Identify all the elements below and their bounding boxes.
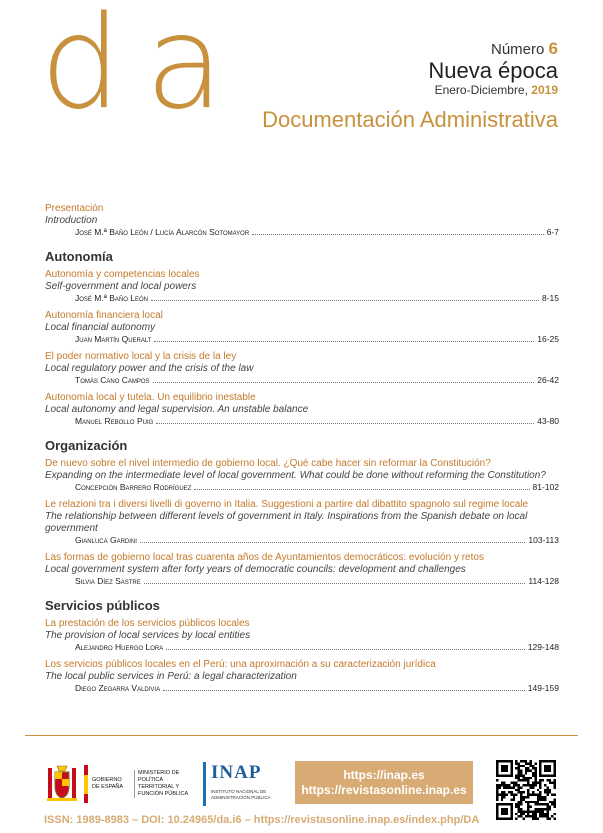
entry-author: Manuel Rebollo Puig	[75, 416, 154, 426]
period-line	[428, 83, 558, 98]
entry-pages: 103-113	[528, 535, 559, 545]
leader-dots	[156, 423, 534, 424]
toc-entry[interactable]	[45, 458, 559, 493]
section-title: Autonomía	[45, 249, 113, 264]
ministerio-text: MINISTERIO DE POLÍTICA TERRITORIAL Y FUNCIÓN PÚBLICA	[134, 770, 194, 798]
leader-dots	[163, 690, 525, 691]
entry-author: Juan Martín Queralt	[75, 334, 152, 344]
entry-subtitle: Introduction	[45, 215, 98, 226]
entry-subtitle: The relationship between different levels of government in Italy. Inspirations from the Spanish debate on local government	[45, 511, 528, 534]
toc-entry[interactable]	[45, 552, 559, 587]
journal-name: Documentación Administrativa	[262, 107, 558, 132]
entry-pages: 149-159	[527, 683, 559, 693]
toc-entry[interactable]	[45, 499, 559, 546]
toc-entry[interactable]	[45, 392, 559, 427]
toc-entry-intro[interactable]	[45, 203, 559, 238]
entry-author-line	[45, 642, 559, 653]
revistas-url-link[interactable]: https://revistasonline.inap.es	[301, 783, 467, 797]
entry-author: José M.ª Baño León	[75, 293, 148, 303]
issue-info	[428, 40, 558, 98]
leader-dots	[144, 583, 526, 584]
entry-title[interactable]: Le relazioni tra i diversi livelli di governo in Italia. Suggestioni a partire dal dibattito spagnolo sul regime locale	[45, 499, 529, 510]
issue-label: Número	[491, 41, 545, 58]
entry-author: José M.ª Baño León / Lucía Alarcón Sotomayor	[75, 227, 250, 237]
toc-entry[interactable]	[45, 618, 559, 653]
entry-author: Diego Zegarra Valdivia	[75, 683, 161, 693]
logo-letter-a: a	[145, 0, 222, 138]
inap-description: INSTITUTO NACIONAL DE ADMINISTRACIÓN PÚBLICA	[211, 789, 271, 800]
entry-pages: 26-42	[537, 375, 559, 385]
issn-doi-line[interactable]: ISSN: 1989-8983 – DOI: 10.24965/da.i6 – https://revistasonline.inap.es/index.php/DA	[44, 814, 480, 826]
table-of-contents	[45, 203, 559, 700]
entry-subtitle: Local regulatory power and the crisis of the law	[45, 363, 254, 374]
inap-band	[203, 762, 206, 806]
entry-author-line	[45, 683, 559, 694]
coat-of-arms-icon	[44, 764, 80, 804]
leader-dots	[151, 300, 539, 301]
entry-author-line	[45, 227, 559, 238]
toc-entry[interactable]	[45, 269, 559, 304]
leader-dots	[194, 489, 529, 490]
entry-title[interactable]: De nuevo sobre el nivel intermedio de gobierno local. ¿Qué cabe hacer sin reformar la Constitución?	[45, 458, 491, 469]
qr-code-icon[interactable]	[496, 760, 556, 820]
inap-logo	[203, 762, 275, 806]
issue-number: 6	[548, 39, 558, 58]
entry-title[interactable]: Los servicios públicos locales en el Perú: una aproximación a su caracterización jurídica	[45, 659, 436, 670]
entry-author: Gianluca Gardini	[75, 535, 137, 545]
leader-dots	[166, 649, 525, 650]
entry-author-line	[45, 334, 559, 345]
entry-subtitle: The provision of local services by local entities	[45, 630, 251, 641]
logo-letter-d: d	[40, 0, 120, 138]
entry-subtitle: Local financial autonomy	[45, 322, 156, 333]
inap-url-link[interactable]: https://inap.es	[343, 768, 425, 782]
section-title: Organización	[45, 438, 128, 453]
entry-author-line	[45, 482, 559, 493]
entry-subtitle: Self-government and local powers	[45, 281, 197, 292]
gobierno-text: GOBIERNO DE ESPAÑA	[92, 777, 124, 790]
entry-pages: 114-128	[528, 576, 559, 586]
entry-author: Silvia Díez Sastre	[75, 576, 141, 586]
entry-pages: 43-80	[537, 416, 559, 426]
ministry-logo	[44, 762, 202, 806]
entry-author-line	[45, 293, 559, 304]
toc-entry[interactable]	[45, 351, 559, 386]
entry-title[interactable]: Autonomía local y tutela. Un equilibrio inestable	[45, 392, 256, 403]
entry-pages: 81-102	[532, 482, 559, 492]
entry-title[interactable]: Presentación	[45, 203, 104, 214]
leader-dots	[154, 341, 534, 342]
section-title: Servicios públicos	[45, 598, 160, 613]
entry-pages: 129-148	[527, 642, 559, 652]
leader-dots	[153, 382, 535, 383]
entry-author-line	[45, 416, 559, 427]
entry-author-line	[45, 375, 559, 386]
entry-title[interactable]: Las formas de gobierno local tras cuarenta años de Ayuntamientos democráticos: evolución y retos	[45, 552, 484, 563]
entry-author-line	[45, 576, 559, 587]
entry-subtitle: Expanding on the intermediate level of local government. What could be done without reforming the Constitution?	[45, 470, 546, 481]
entry-pages: 8-15	[541, 293, 559, 303]
inap-wordmark: INAP	[211, 762, 262, 783]
entry-title[interactable]: El poder normativo local y la crisis de la ley	[45, 351, 237, 362]
entry-pages: 6-7	[546, 227, 559, 237]
entry-title[interactable]: Autonomía financiera local	[45, 310, 163, 321]
year: 2019	[531, 83, 558, 97]
entry-author: Concepción Barrero Rodríguez	[75, 482, 192, 492]
toc-entry[interactable]	[45, 310, 559, 345]
leader-dots	[140, 542, 525, 543]
entry-subtitle: Local autonomy and legal supervision. An unstable balance	[45, 404, 309, 415]
entry-subtitle: The local public services in Perú: a legal characterization	[45, 671, 297, 682]
footer-divider	[25, 735, 578, 736]
url-box	[295, 761, 473, 804]
entry-pages: 16-25	[537, 334, 559, 344]
series-label: Nueva época	[428, 58, 558, 83]
journal-logo	[40, 0, 222, 138]
leader-dots	[252, 234, 544, 235]
entry-author: Tomás Cano Campos	[75, 375, 150, 385]
toc-entry[interactable]	[45, 659, 559, 694]
entry-author: Alejandro Huergo Lora	[75, 642, 164, 652]
entry-title[interactable]: Autonomía y competencias locales	[45, 269, 200, 280]
issue-line	[428, 40, 558, 59]
entry-subtitle: Local government system after forty years of democratic councils: development and challenges	[45, 564, 466, 575]
period: Enero-Diciembre,	[434, 83, 528, 97]
spain-flag-icon	[84, 765, 88, 803]
entry-title[interactable]: La prestación de los servicios públicos locales	[45, 618, 250, 629]
entry-author-line	[45, 535, 559, 546]
